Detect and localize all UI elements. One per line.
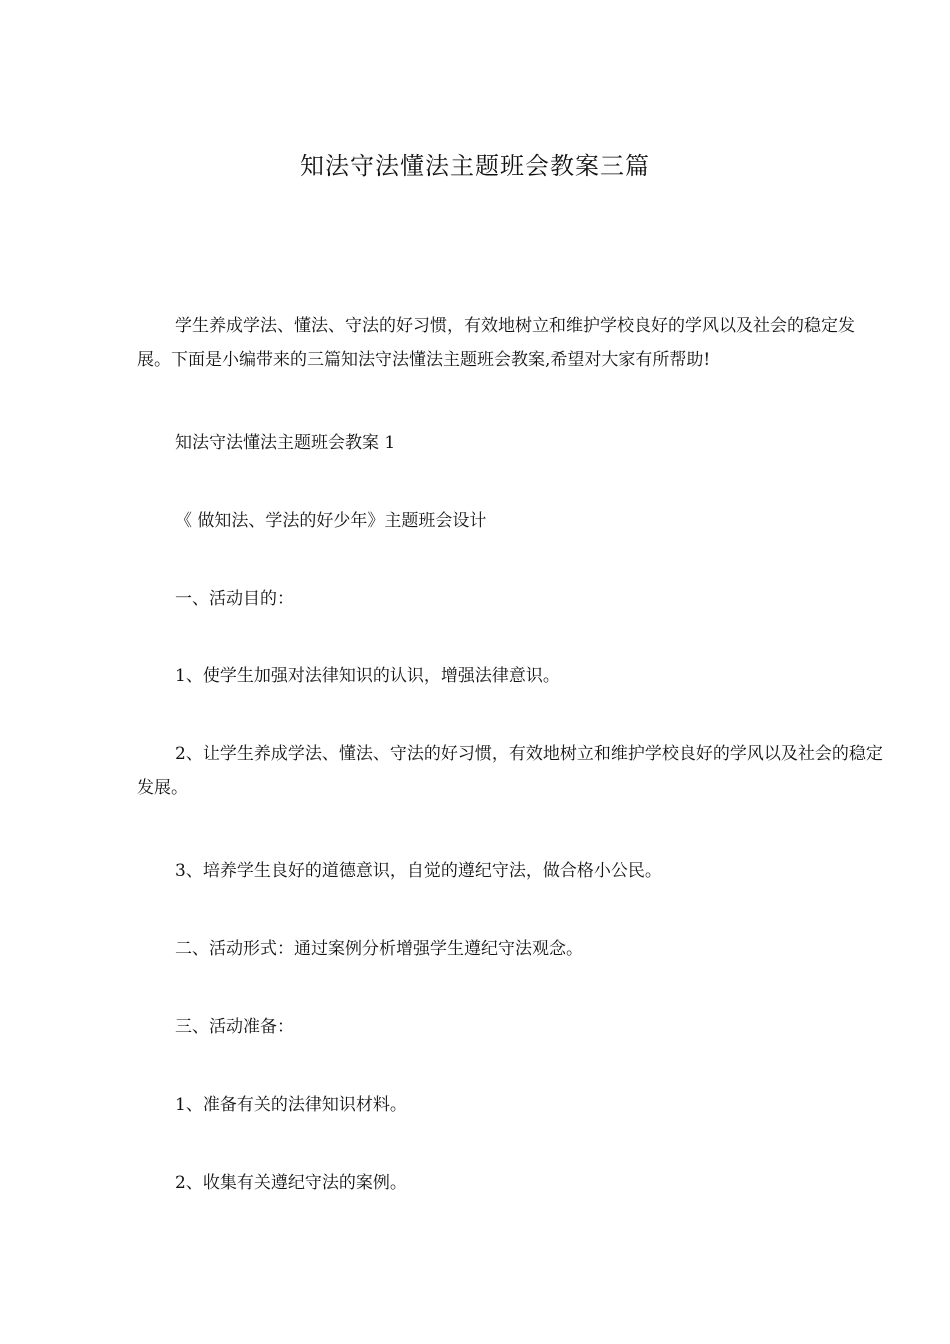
intro-paragraph: 学生养成学法、懂法、守法的好习惯，有效地树立和维护学校良好的学风以及社会的稳定发展。下面是小编带来的三篇知法守法懂法主题班会教案,希望对大家有所帮助! bbox=[137, 316, 855, 370]
document-title: 知法守法懂法主题班会教案三篇 bbox=[300, 152, 650, 180]
purpose-item-1: 1、使学生加强对法律知识的认识，增强法律意识。 bbox=[175, 666, 560, 686]
purpose-item-2: 2、让学生养成学法、懂法、守法的好习惯，有效地树立和维护学校良好的学风以及社会的稳定发展。 bbox=[137, 744, 883, 798]
lesson-plan-heading: 知法守法懂法主题班会教案 1 bbox=[175, 433, 396, 453]
section-heading-purpose: 一、活动目的： bbox=[175, 589, 294, 609]
section-heading-form: 二、活动形式：通过案例分析增强学生遵纪守法观念。 bbox=[175, 939, 583, 959]
purpose-item-3: 3、培养学生良好的道德意识，自觉的遵纪守法，做合格小公民。 bbox=[175, 861, 662, 881]
preparation-item-1: 1、准备有关的法律知识材料。 bbox=[175, 1095, 407, 1115]
preparation-item-2: 2、收集有关遵纪守法的案例。 bbox=[175, 1173, 407, 1193]
section-heading-preparation: 三、活动准备： bbox=[175, 1017, 294, 1037]
class-meeting-design-title: 《 做知法、学法的好少年》主题班会设计 bbox=[175, 511, 487, 531]
